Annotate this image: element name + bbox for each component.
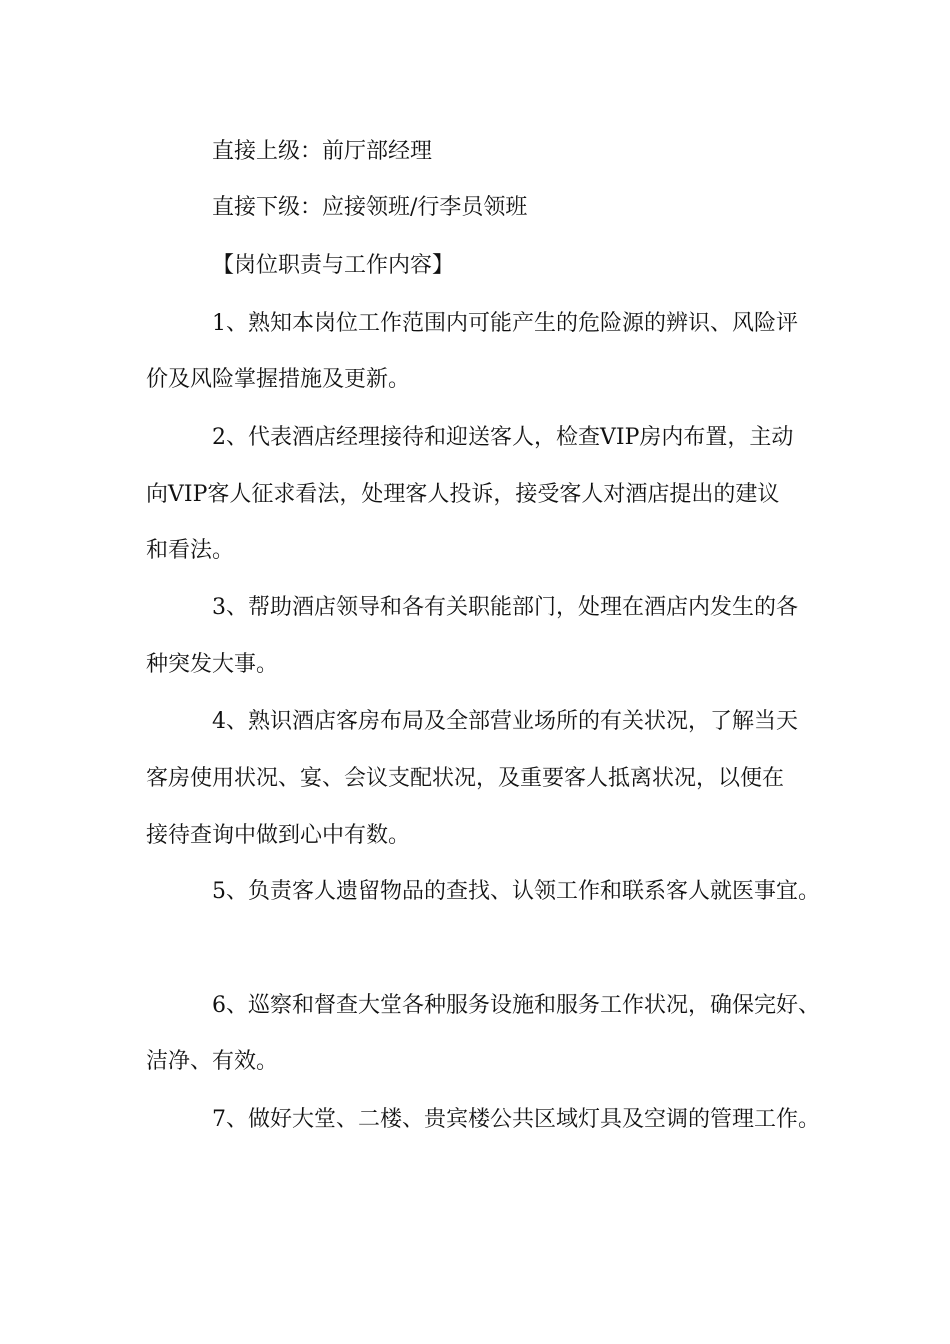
duty-item-7-line-1: 7、做好大堂、二楼、贵宾楼公共区域灯具及空调的管理工作。: [212, 1107, 820, 1132]
duty-item-6-line-1: 6、巡察和督查大堂各种服务设施和服务工作状况，确保完好、: [212, 993, 820, 1018]
duty-item-5-line-1: 5、负责客人遗留物品的查找、认领工作和联系客人就医事宜。: [212, 879, 820, 904]
duty-item-1-line-1: 1、熟知本岗位工作范围内可能产生的危险源的辨识、风险评: [212, 311, 798, 336]
direct-superior: 直接上级：前厅部经理: [212, 139, 433, 164]
duty-item-4-line-2: 客房使用状况、宴、会议支配状况，及重要客人抵离状况，以便在: [146, 766, 785, 791]
duty-item-2-line-2: 向VIP客人征求看法，处理客人投诉，接受客人对酒店提出的建议: [146, 482, 780, 507]
duty-item-3-line-2: 种突发大事。: [146, 652, 279, 677]
duty-item-6-line-2: 洁净、有效。: [146, 1049, 279, 1074]
duty-item-1-line-2: 价及风险掌握措施及更新。: [146, 367, 411, 392]
section-heading: 【岗位职责与工作内容】: [212, 253, 455, 278]
duty-item-2-line-1: 2、代表酒店经理接待和迎送客人，检查VIP房内布置，主动: [212, 425, 794, 450]
direct-subordinate: 直接下级：应接领班/行李员领班: [212, 195, 528, 220]
duty-item-4-line-1: 4、熟识酒店客房布局及全部营业场所的有关状况，了解当天: [212, 709, 798, 734]
duty-item-2-line-3: 和看法。: [146, 538, 235, 563]
duty-item-3-line-1: 3、帮助酒店领导和各有关职能部门，处理在酒店内发生的各: [212, 595, 798, 620]
duty-item-4-line-3: 接待查询中做到心中有数。: [146, 823, 411, 848]
